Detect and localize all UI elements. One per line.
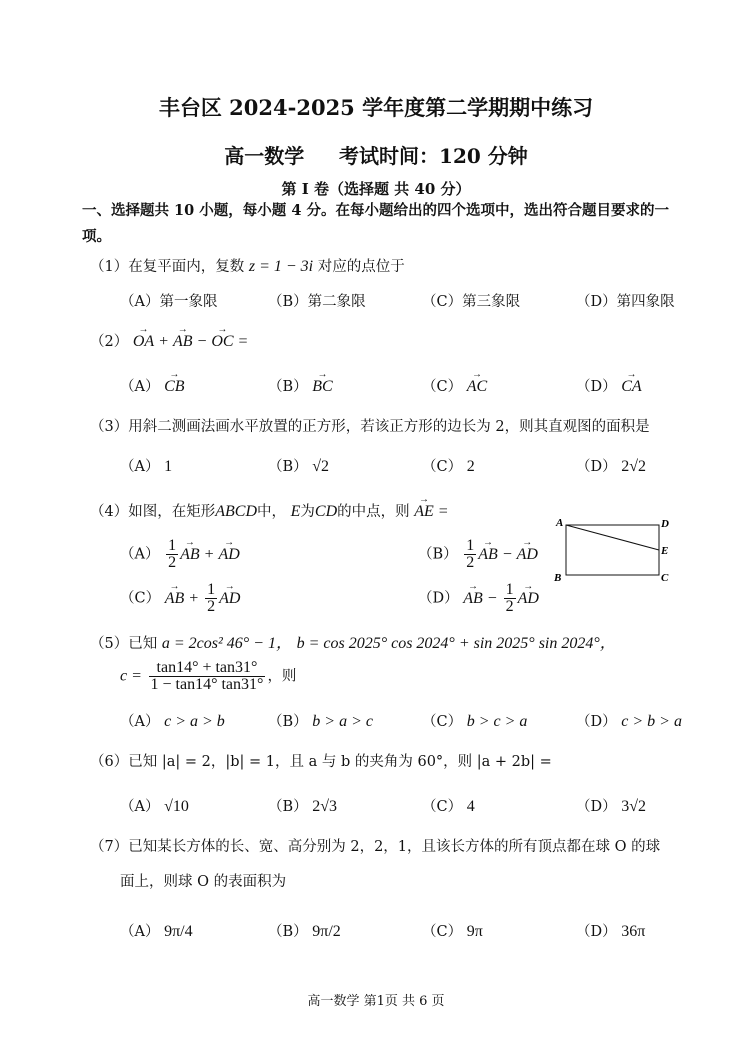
- q2-option-c: （C） AC →: [422, 375, 487, 396]
- q3-option-d: （D） 2√2: [576, 458, 647, 475]
- fig-label-e: E: [661, 545, 669, 557]
- q6-option-d: （D） 3√2: [576, 798, 647, 815]
- q1-option-a: （A）第一象限: [120, 294, 218, 310]
- q3-option-a: （A） 1: [120, 458, 173, 475]
- question-2: （2） OA → + AB → − OC → =: [90, 330, 248, 351]
- q5-option-d: （D） c > b > a: [576, 713, 682, 730]
- q1-option-d: （D）第四象限: [576, 294, 675, 310]
- q5-option-c: （C） b > c > a: [422, 713, 528, 730]
- exam-title: 丰台区 2024-2025 学年度第二学期期中练习: [158, 95, 594, 120]
- rectangle-figure: [550, 515, 675, 587]
- q2-option-a: （A） CB →: [120, 375, 185, 396]
- fig-label-c: C: [661, 572, 669, 584]
- q6-option-b: （B） 2√3: [268, 798, 338, 815]
- section-header: 第 I 卷（选择题 共 40 分）: [281, 180, 471, 198]
- q2-option-d: （D） CA →: [576, 375, 642, 396]
- q4-option-d: （D） AB → − $\frac{1}{2}$ AD →: [418, 582, 539, 615]
- q5-option-b: （B） b > a > c: [268, 713, 373, 730]
- fig-label-d: D: [661, 518, 669, 530]
- subject: 高一数学: [224, 144, 305, 168]
- question-6: （6）已知 |a| = 2，|b| = 1，且 a 与 b 的夹角为 60°，则 |a + 2b| =: [90, 754, 552, 770]
- q3-option-b: （B） √2: [268, 458, 330, 475]
- q7-option-a: （A） 9π/4: [120, 923, 193, 940]
- question-7-line-1: （7）已知某长方体的长、宽、高分别为 2，2，1，且该长方体的所有顶点都在球 O 的球: [90, 839, 661, 855]
- exam-time: 考试时间：120 分钟: [339, 144, 528, 168]
- fig-label-a: A: [556, 517, 564, 529]
- question-4: （4）如图，在矩形ABCD中， E为CD的中点，则 AE → =: [90, 500, 449, 521]
- q2-expr: OA → + AB → − OC → =: [133, 333, 249, 350]
- question-5: （5）已知 a = 2cos² 46° − 1， b = cos 2025° cos 2024° + sin 2025° sin 2024°，: [90, 635, 616, 652]
- q1-option-c: （C）第三象限: [422, 294, 521, 310]
- q5-c-expression: c = $\frac{\tan 14^\circ + \tan 31^\circ}{1 - \tan 14^\circ \tan 31^\circ}$ ，则: [120, 659, 297, 693]
- question-7-line-2: 面上，则球 O 的表面积为: [120, 874, 287, 890]
- q6-option-c: （C） 4: [422, 798, 475, 815]
- q4-option-b: （B） $\frac{1}{2}$ AB → − AD →: [418, 538, 538, 571]
- q1-expr: z = 1 − 3i: [248, 258, 314, 275]
- page-footer: 高一数学 第1页 共 6 页: [307, 994, 445, 1009]
- q4-option-c: （C） AB → + $\frac{1}{2}$ AD →: [120, 582, 240, 615]
- q7-option-c: （C） 9π: [422, 923, 483, 940]
- q7-option-d: （D） 36π: [576, 923, 646, 940]
- q5-option-a: （A） c > a > b: [120, 713, 225, 730]
- q2-option-b: （B） BC →: [268, 375, 333, 396]
- exam-subtitle: [0, 140, 752, 169]
- q1-option-b: （B）第二象限: [268, 294, 366, 310]
- q3-option-c: （C） 2: [422, 458, 475, 475]
- fig-label-b: B: [554, 572, 562, 584]
- instruction: 一、选择题共 10 小题，每小题 4 分。在每小题给出的四个选项中，选出符合题目要求的一项。: [82, 202, 669, 245]
- q4-option-a: （A） $\frac{1}{2}$ AB → + AD →: [120, 538, 240, 571]
- q6-option-a: （A） √10: [120, 798, 189, 815]
- question-1: （1）在复平面内，复数 z = 1 − 3i 对应的点位于: [90, 258, 405, 275]
- question-3: （3）用斜二测画法画水平放置的正方形，若该正方形的边长为 2，则其直观图的面积是: [90, 419, 650, 435]
- q7-option-b: （B） 9π/2: [268, 923, 341, 940]
